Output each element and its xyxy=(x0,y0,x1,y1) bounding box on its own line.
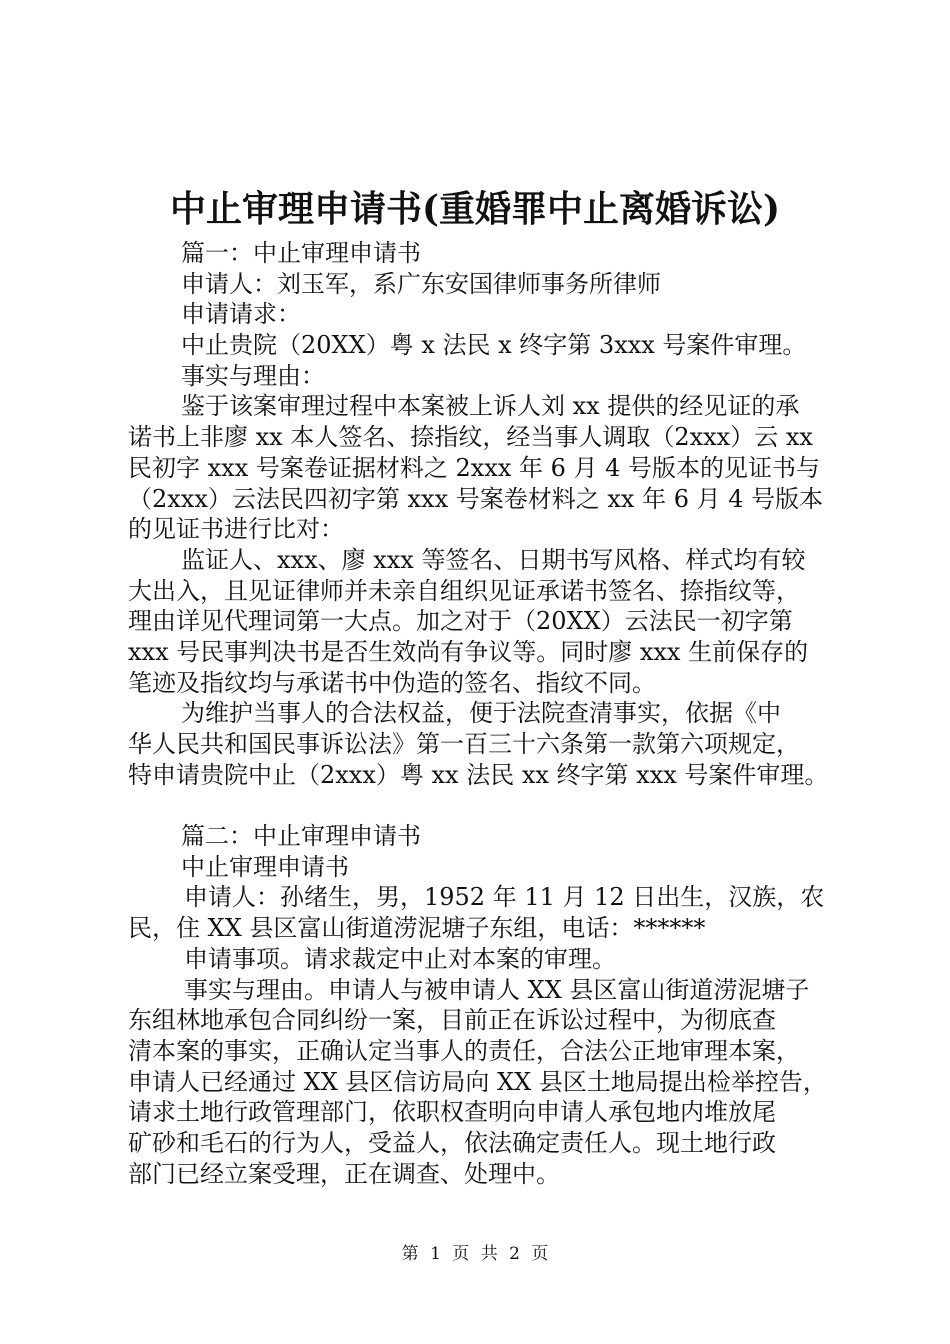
paragraph-line: 华人民共和国民事诉讼法》第一百三十六条第一款第六项规定， xyxy=(128,730,800,758)
paragraph-line: 鉴于该案审理过程中本案被上诉人刘 xx 提供的经见证的承 xyxy=(181,392,800,421)
document-body xyxy=(128,238,828,1189)
paragraph-line: 诺书上非廖 xx 本人签名、捺指纹，经当事人调取（2xxx）云 xx xyxy=(128,423,813,452)
paragraph-line: 民，住 XX 县区富山街道涝泥塘子东组，电话：****** xyxy=(128,914,706,943)
paragraph-line: 部门已经立案受理，正在调查、处理中。 xyxy=(128,1159,560,1188)
paragraph-line: 监证人、xxx、廖 xxx 等签名、日期书写风格、样式均有较 xyxy=(181,545,806,574)
paragraph-line: 理由详见代理词第一大点。加之对于（20XX）云法民一初字第 xyxy=(128,607,793,636)
paragraph-line: 矿砂和毛石的行为人，受益人，依法确定责任人。现土地行政 xyxy=(128,1128,776,1157)
paragraph-line: 大出入，且见证律师并未亲自组织见证承诺书签名、捺指纹等， xyxy=(128,576,800,605)
paragraph-line: 东组林地承包合同纠纷一案，目前正在诉讼过程中，为彻底查 xyxy=(128,1006,776,1035)
paragraph-line: 申请人：孙绪生，男，1952 年 11 月 12 日出生，汉族，农 xyxy=(184,883,825,912)
page-footer: 第 1 页 共 2 页 xyxy=(401,1244,549,1264)
section-heading: 篇二：中止审理申请书 xyxy=(181,822,421,851)
blank-line xyxy=(128,790,828,821)
paragraph-line: （2xxx）云法民四初字第 xxx 号案卷材料之 xx 年 6 月 4 号版本 xyxy=(128,484,824,513)
paragraph-line: xxx 号民事判决书是否生效尚有争议等。同时廖 xxx 生前保存的 xyxy=(128,637,809,666)
paragraph-line: 为维护当事人的合法权益，便于法院查清事实，依据《中 xyxy=(181,699,781,728)
section-heading: 篇一：中止审理申请书 xyxy=(181,239,421,267)
document-title: 中止审理申请书(重婚罪中止离婚诉讼) xyxy=(169,188,781,230)
paragraph-line: 中止审理申请书 xyxy=(181,852,349,881)
paragraph-line: 申请人已经通过 XX 县区信访局向 XX 县区土地局提出检举控告， xyxy=(128,1067,827,1096)
paragraph-line: 民初字 xxx 号案卷证据材料之 2xxx 年 6 月 4 号版本的见证书与 xyxy=(128,453,821,482)
paragraph-line: 申请人：刘玉军，系广东安国律师事务所律师 xyxy=(181,269,661,298)
paragraph-line: 的见证书进行比对： xyxy=(128,515,344,544)
paragraph-line: 事实与理由。申请人与被申请人 XX 县区富山街道涝泥塘子 xyxy=(184,975,810,1004)
paragraph-line: 特申请贵院中止（2xxx）粤 xx 法民 xx 终字第 xxx 号案件审理。 xyxy=(128,760,829,789)
paragraph-line: 清本案的事实，正确认定当事人的责任，合法公正地审理本案， xyxy=(128,1036,800,1065)
paragraph-line: 笔迹及指纹均与承诺书中伪造的签名、指纹不同。 xyxy=(128,668,656,697)
paragraph-line: 请求土地行政管理部门，依职权查明向申请人承包地内堆放尾 xyxy=(128,1098,776,1127)
paragraph-line: 事实与理由： xyxy=(181,361,325,390)
paragraph-line: 中止贵院（20XX）粤 x 法民 x 终字第 3xxx 号案件审理。 xyxy=(181,331,807,360)
paragraph-line: 申请事项。请求裁定中止对本案的审理。 xyxy=(184,944,616,973)
paragraph-line: 申请请求： xyxy=(181,300,301,329)
